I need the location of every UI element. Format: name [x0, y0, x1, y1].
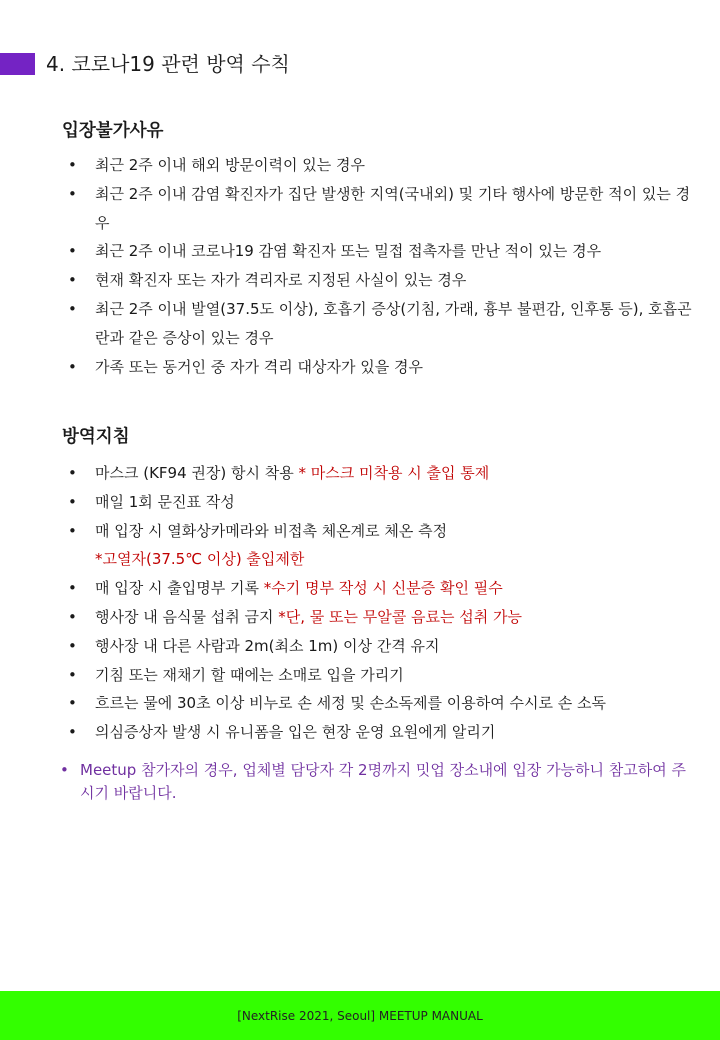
- guideline-text: 매 입장 시 열화상카메라와 비접촉 체온계로 체온 측정: [95, 521, 448, 540]
- list-item: • 최근 2주 이내 해외 방문이력이 있는 경우: [0, 151, 720, 180]
- section-accent-bar: [0, 53, 35, 75]
- entry-restrictions-heading: 입장불가사유: [62, 121, 164, 141]
- guideline-note: *단, 물 또는 무알콜 음료는 섭취 가능: [278, 607, 522, 626]
- meetup-note: • Meetup 참가자의 경우, 업체별 담당자 각 2명까지 밋업 장소내에 입장 가능하니 참고하여 주시기 바랍니다.: [0, 759, 720, 805]
- guideline-text: 행사장 내 음식물 섭취 금지: [95, 607, 279, 626]
- list-item: [0, 488, 720, 517]
- footer-text: [NextRise 2021, Seoul] MEETUP MANUAL: [237, 1008, 483, 1023]
- entry-restrictions-list: [0, 151, 720, 381]
- quarantine-guidelines-list: [0, 459, 720, 747]
- list-item: [0, 574, 720, 603]
- list-item: • 최근 2주 이내 코로나19 감염 확진자 또는 밀접 접촉자를 만난 적이 있는 경우: [0, 237, 720, 266]
- list-item: [0, 632, 720, 661]
- list-item: [0, 459, 720, 488]
- guideline-text: 마스크 (KF94 권장) 항시 착용: [95, 464, 299, 482]
- quarantine-guidelines-heading: 방역지침: [62, 427, 130, 447]
- guideline-note: *수기 명부 작성 시 신분증 확인 필수: [263, 579, 503, 598]
- guideline-note: * 마스크 미착용 시 출입 통제: [298, 464, 490, 482]
- guideline-text: 행사장 내 다른 사람과 2m(최소 1m) 이상 간격 유지: [95, 636, 440, 655]
- list-item: [0, 517, 720, 575]
- guideline-text: 흐르는 물에 30초 이상 비누로 손 세정 및 손소독제를 이용하여 수시로 손 소독: [95, 694, 607, 713]
- guideline-note: *고열자(37.5℃ 이상) 출입제한: [95, 550, 305, 569]
- section-title: 4. 코로나19 관련 방역 수칙: [46, 52, 290, 76]
- list-item: • 가족 또는 동거인 중 자가 격리 대상자가 있을 경우: [0, 353, 720, 382]
- footer-bar: [0, 991, 720, 1040]
- list-item: • 최근 2주 이내 감염 확진자가 집단 발생한 지역(국내외) 및 기타 행사에 방문한 적이 있는 경우: [0, 180, 720, 238]
- list-item: [0, 603, 720, 632]
- guideline-text: 매 입장 시 출입명부 기록: [95, 579, 264, 598]
- list-item: [0, 689, 720, 718]
- guideline-text: 의심증상자 발생 시 유니폼을 입은 현장 운영 요원에게 알리기: [95, 723, 496, 742]
- list-item: [0, 661, 720, 690]
- list-item: • 현재 확진자 또는 자가 격리자로 지정된 사실이 있는 경우: [0, 266, 720, 295]
- guideline-text: 기침 또는 재채기 할 때에는 소매로 입을 가리기: [95, 665, 404, 684]
- list-item: • 최근 2주 이내 발열(37.5도 이상), 호흡기 증상(기침, 가래, 흉부 불편감, 인후통 등), 호흡곤란과 같은 증상이 있는 경우: [0, 295, 720, 353]
- list-item: [0, 718, 720, 747]
- guideline-text: 매일 1회 문진표 작성: [95, 492, 235, 511]
